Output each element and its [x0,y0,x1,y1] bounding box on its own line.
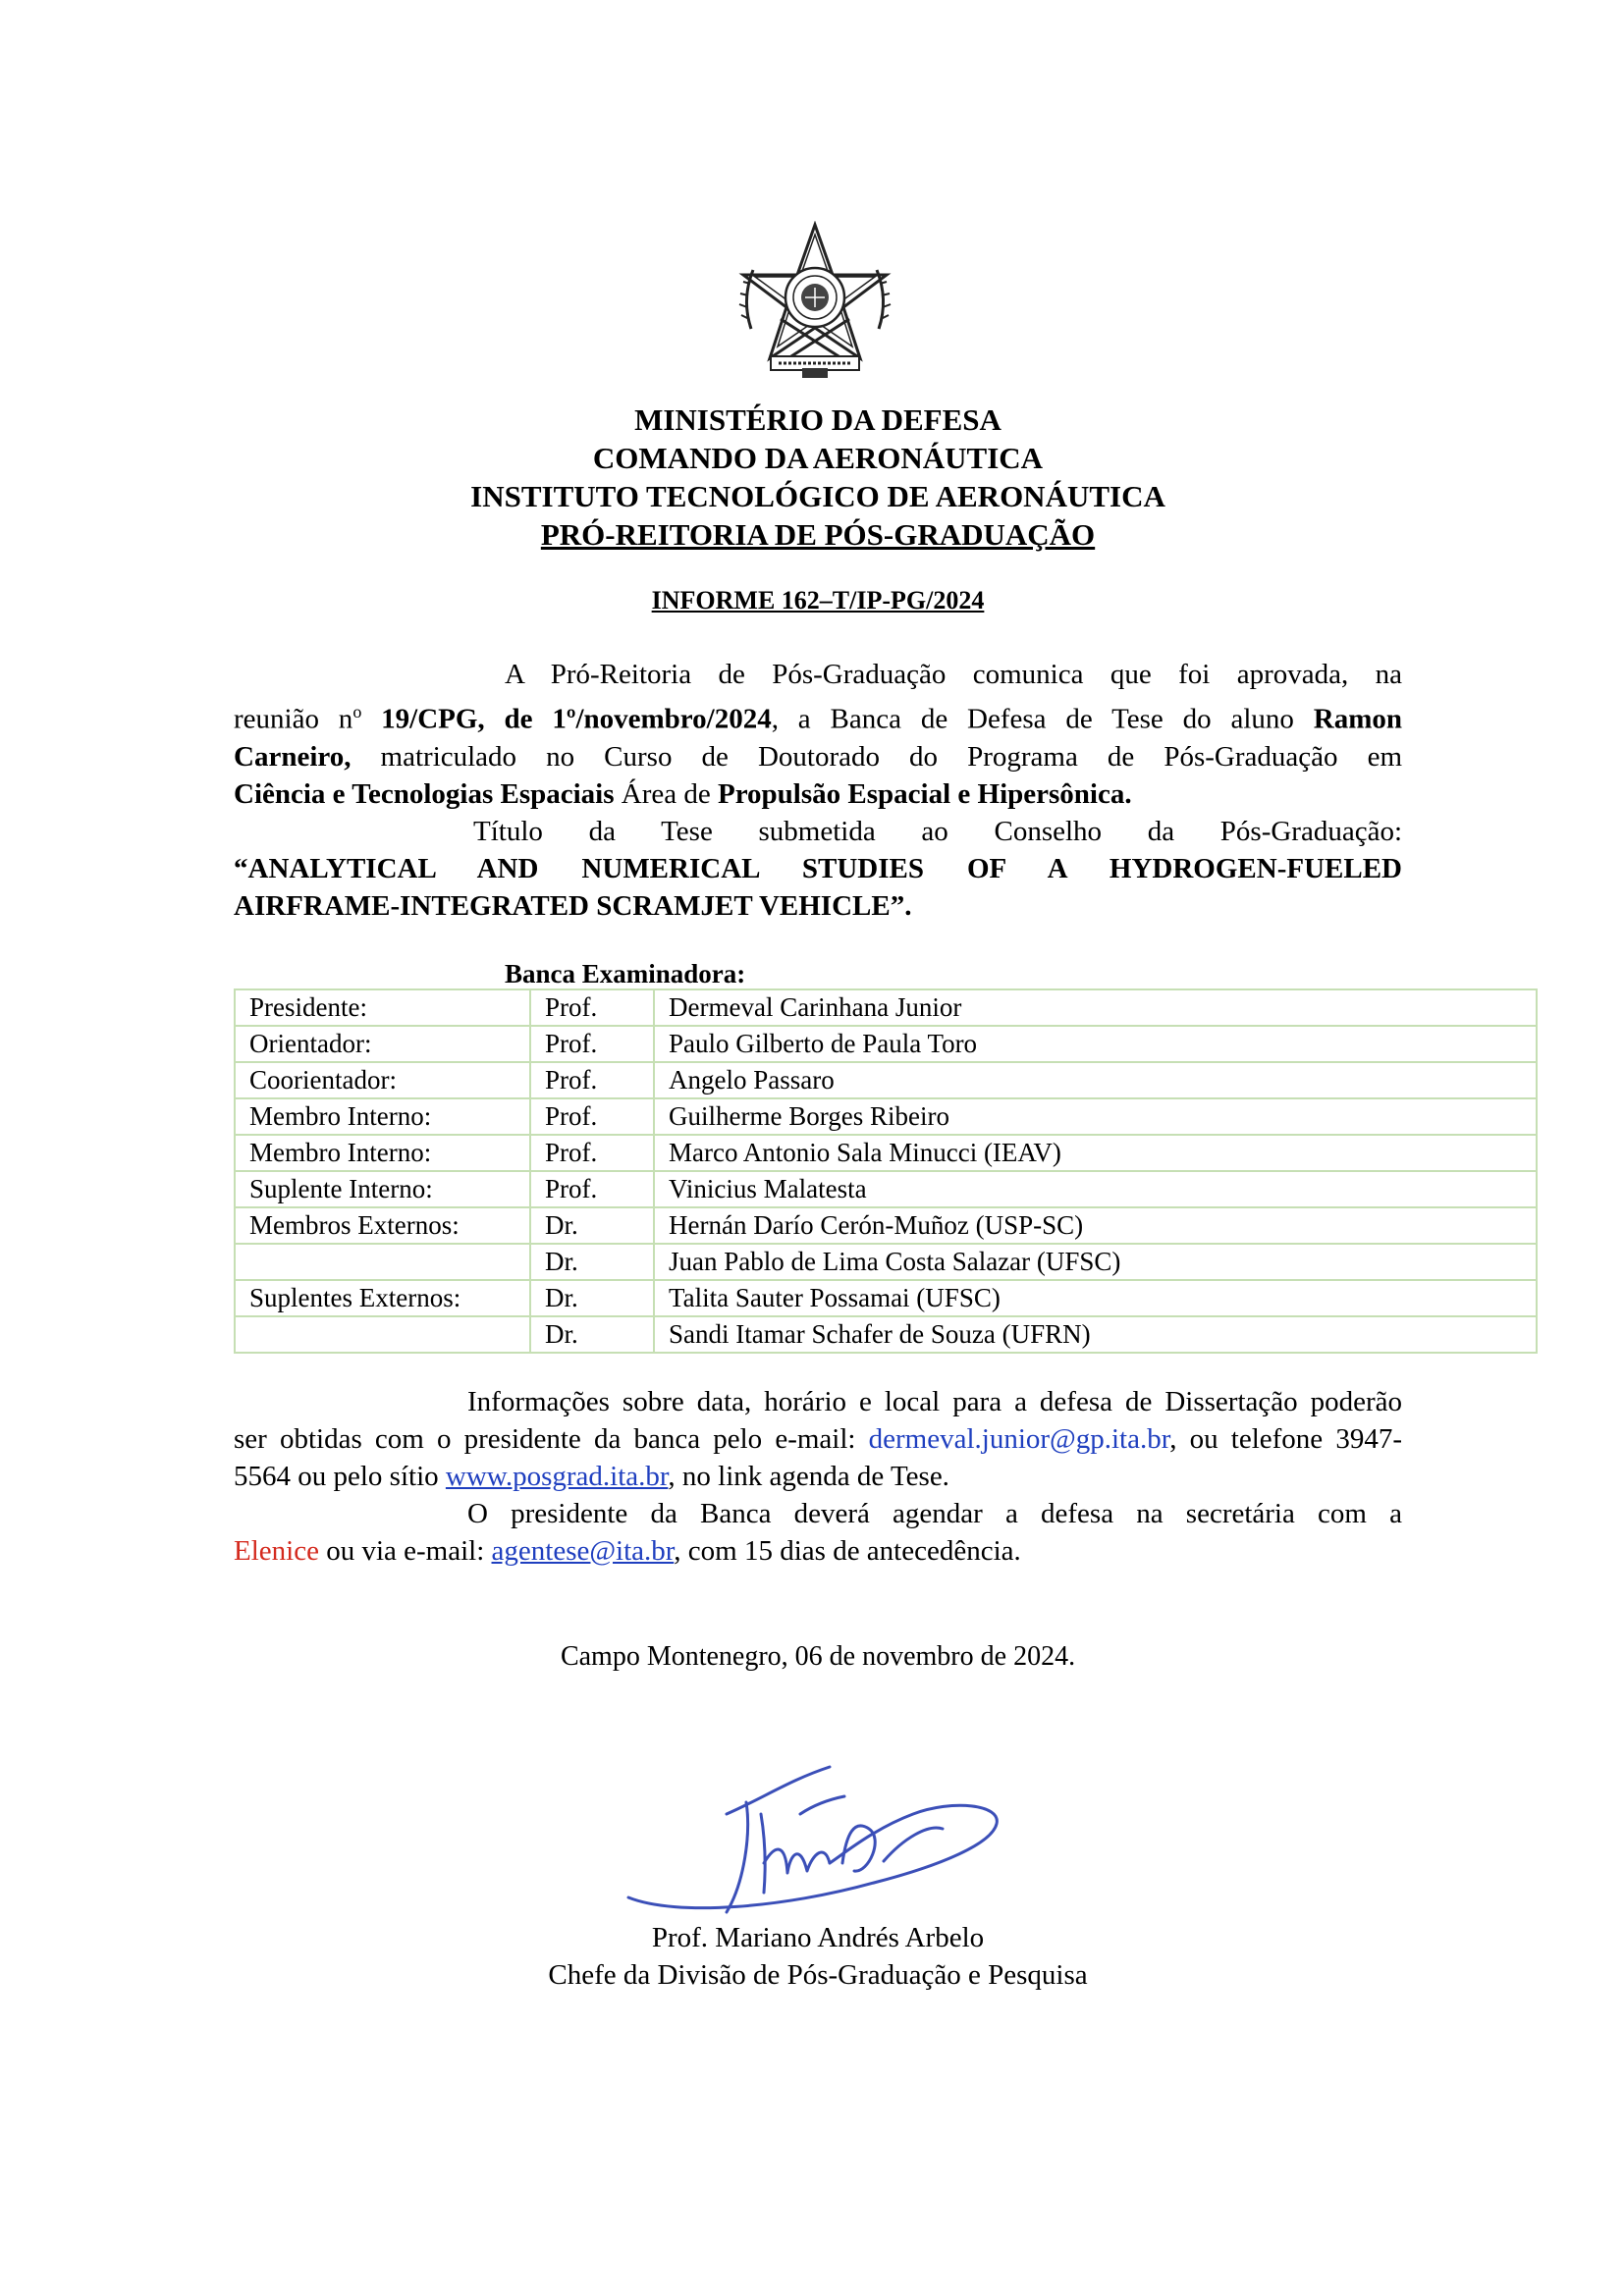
intro-line-4: Ciência e Tecnologias Espaciais Área de Propulsão Espacial e Hipersônica. [234,777,1132,810]
board-title-cell: Prof. [530,1135,654,1171]
board-row [235,1207,1537,1244]
board-name-cell: Talita Sauter Possamai (UFSC) [654,1280,1537,1316]
info-line-2: ser obtidas com o presidente da banca pelo e-mail: dermeval.junior@gp.ita.br, ou telefone 3947- [234,1423,1402,1455]
board-row [235,1026,1537,1062]
board-title-cell: Prof. [530,1098,654,1135]
board-name-cell: Juan Pablo de Lima Costa Salazar (UFSC) [654,1244,1537,1280]
board-role-cell: Membros Externos: [235,1207,530,1244]
board-title-cell: Prof. [530,1026,654,1062]
intro-line-2: reunião $n^o$ 19/CPG, de 1º/novembro/2024, a Banca de Defesa de Tese do aluno Ramon [234,702,1402,735]
info-paragraph [234,1383,1402,1570]
thesis-title-intro: Título da Tese submetida ao Conselho da Pós-Graduação: [473,815,1402,847]
board-role-cell: Membro Interno: [235,1135,530,1171]
board-name-cell: Dermeval Carinhana Junior [654,989,1537,1026]
board-name-cell: Vinicius Malatesta [654,1171,1537,1207]
board-title-cell: Dr. [530,1244,654,1280]
signer-role: Chefe da Divisão de Pós-Graduação e Pesquisa [548,1959,1088,1991]
thesis-title-line-1: “ANALYTICAL AND NUMERICAL STUDIES OF A HYDROGEN-FUELED [234,852,1402,884]
posgrad-site-link[interactable]: www.posgrad.ita.br [445,1461,669,1492]
header-command: COMANDO DA AERONÁUTICA [592,441,1044,475]
letterhead [234,400,1402,554]
board-role-cell: Orientador: [235,1026,530,1062]
board-title-cell: Dr. [530,1207,654,1244]
board-role-cell [235,1244,530,1280]
board-name-cell: Paulo Gilberto de Paula Toro [654,1026,1537,1062]
board-label: Banca Examinadora: [505,959,746,988]
intro-paragraph [234,656,1402,925]
board-row [235,1062,1537,1098]
info-line-1: Informações sobre data, horário e local para a defesa de Dissertação poderão [467,1386,1402,1417]
header-pro-rectorate: PRÓ-REITORIA DE PÓS-GRADUAÇÃO [540,517,1096,552]
board-title-cell: Dr. [530,1316,654,1353]
board-row [235,989,1537,1026]
board-role-cell: Suplente Interno: [235,1171,530,1207]
agenda-email-link[interactable]: agentese@ita.br [491,1535,675,1567]
handwritten-signature-icon [619,1745,1011,1942]
info-line-5: Elenice ou via e-mail: agentese@ita.br, com 15 dias de antecedência. [234,1535,1021,1567]
coat-of-arms-icon [731,221,898,384]
board-role-cell: Membro Interno: [235,1098,530,1135]
signature-block [234,1919,1402,1994]
board-row [235,1316,1537,1353]
board-title-cell: Prof. [530,989,654,1026]
board-name-cell: Sandi Itamar Schafer de Souza (UFRN) [654,1316,1537,1353]
board-row [235,1280,1537,1316]
board-row [235,1244,1537,1280]
intro-line-3: Carneiro, matriculado no Curso de Doutorado do Programa de Pós-Graduação em [234,740,1402,773]
place-and-date: Campo Montenegro, 06 de novembro de 2024. [560,1641,1076,1672]
header-institute: INSTITUTO TECNOLÓGICO DE AERONÁUTICA [470,479,1165,513]
header-ministry: MINISTÉRIO DA DEFESA [634,402,1001,437]
info-line-3: 5564 ou pelo sítio www.posgrad.ita.br, no link agenda de Tese. [234,1461,949,1492]
board-name-cell: Angelo Passaro [654,1062,1537,1098]
intro-line-1: A Pró-Reitoria de Pós-Graduação comunica que foi aprovada, na [505,659,1402,690]
board-name-cell: Hernán Darío Cerón-Muñoz (USP-SC) [654,1207,1537,1244]
document-title: INFORME 162–T/IP-PG/2024 [651,586,985,614]
president-email-link[interactable]: dermeval.junior@gp.ita.br [868,1423,1170,1455]
board-title-cell: Dr. [530,1280,654,1316]
thesis-title-line-2: AIRFRAME-INTEGRATED SCRAMJET VEHICLE”. [234,889,912,922]
board-title-cell: Prof. [530,1171,654,1207]
board-row [235,1098,1537,1135]
examining-board-table [234,988,1538,1354]
secretary-name: Elenice [234,1535,319,1567]
info-line-4: O presidente da Banca deverá agendar a defesa na secretária com a [467,1498,1402,1529]
board-row [235,1135,1537,1171]
board-role-cell [235,1316,530,1353]
signer-name: Prof. Mariano Andrés Arbelo [651,1922,985,1953]
board-name-cell: Guilherme Borges Ribeiro [654,1098,1537,1135]
board-name-cell: Marco Antonio Sala Minucci (IEAV) [654,1135,1537,1171]
board-title-cell: Prof. [530,1062,654,1098]
board-row [235,1171,1537,1207]
board-role-cell: Presidente: [235,989,530,1026]
board-table-body [235,989,1537,1353]
board-role-cell: Coorientador: [235,1062,530,1098]
board-role-cell: Suplentes Externos: [235,1280,530,1316]
